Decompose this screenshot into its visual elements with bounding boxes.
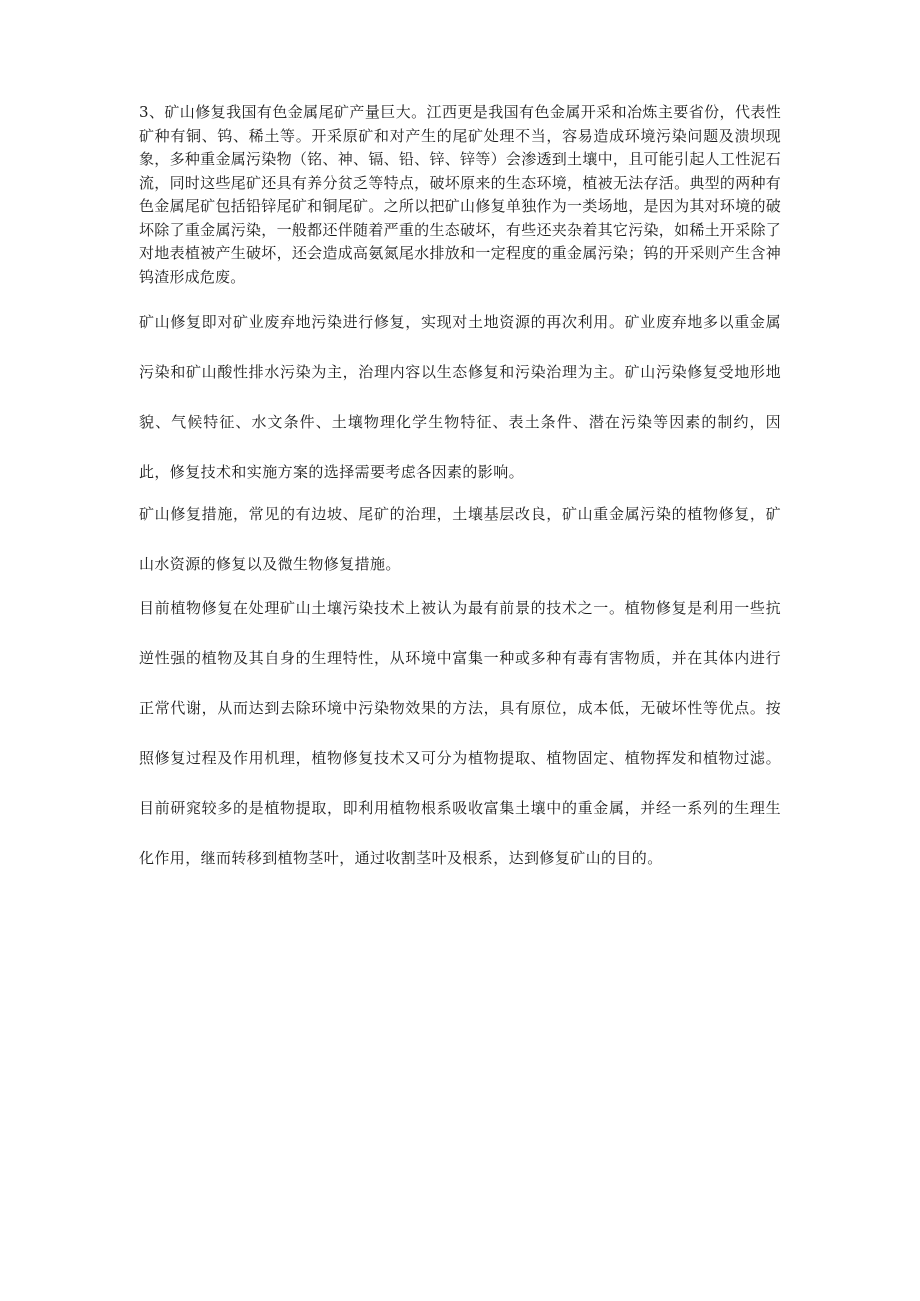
paragraph-phytoremediation: 目前植物修复在处理矿山土壤污染技术上被认为最有前景的技术之一。植物修复是利用一些抗逆性强的植物及其自身的生理特性，从环境中富集一种或多种有毒有害物质，并在其体内进行正常代谢，从而达到去除环境中污染物效果的方法，具有原位，成本低，无破坏性等优点。按照修复过程及作用机理，植物修复技术又可分为植物提取、植物固定、植物挥发和植物过滤。目前研窕较多的是植物提取，即利用植物根系吸收富集土壤中的重金属，并经一系列的生理生化作用，继而转移到植物茎叶，通过收割茎叶及根系，达到修复矿山的目的。 (139, 599, 781, 867)
paragraph-mine-restoration-definition: 矿山修复即对矿业废弃地污染进行修复，实现对土地资源的再次利用。矿业废弃地多以重金属污染和矿山酸性排水污染为主，治理内容以生态修复和污染治理为主。矿山污染修复受地形地貌、气候特征、水文条件、土壤物理化学生物特征、表土条件、潜在污染等因素的制约，因此，修复技术和实施方案的选择需要考虑各因素的影响。 (139, 313, 781, 481)
paragraph-mine-restoration-measures: 矿山修复措施，常见的有边坡、尾矿的治理，土壤基层改良，矿山重金属污染的植物修复，矿山水资源的修复以及微生物修复措施。 (139, 505, 781, 573)
paragraph-mine-restoration-intro: 3、矿山修复我国有色金属尾矿产量巨大。江西更是我国有色金属开采和冶炼主要省份，代表性矿种有铜、钨、稀土等。开采原矿和对产生的尾矿处理不当，容易造成环境污染问题及溃坝现象，多种重金属污染物（铭、神、镉、铅、锌、锌等）会渗透到土壤中，且可能引起人工性泥石流，同时这些尾矿还具有养分贫乏等特点，破坏原来的生态环境，植被无法存活。典型的两种有色金属尾矿包括铅锌尾矿和铜尾矿。之所以把矿山修复单独作为一类场地，是因为其对环境的破坏除了重金属污染，一般都还伴随着严重的生态破坏，有些还夹杂着其它污染，如稀土开采除了对地表植被产生破坏，还会造成高氨氮尾水排放和一定程度的重金属污染；钨的开采则产生含神钨渣形成危废。 (139, 103, 781, 286)
